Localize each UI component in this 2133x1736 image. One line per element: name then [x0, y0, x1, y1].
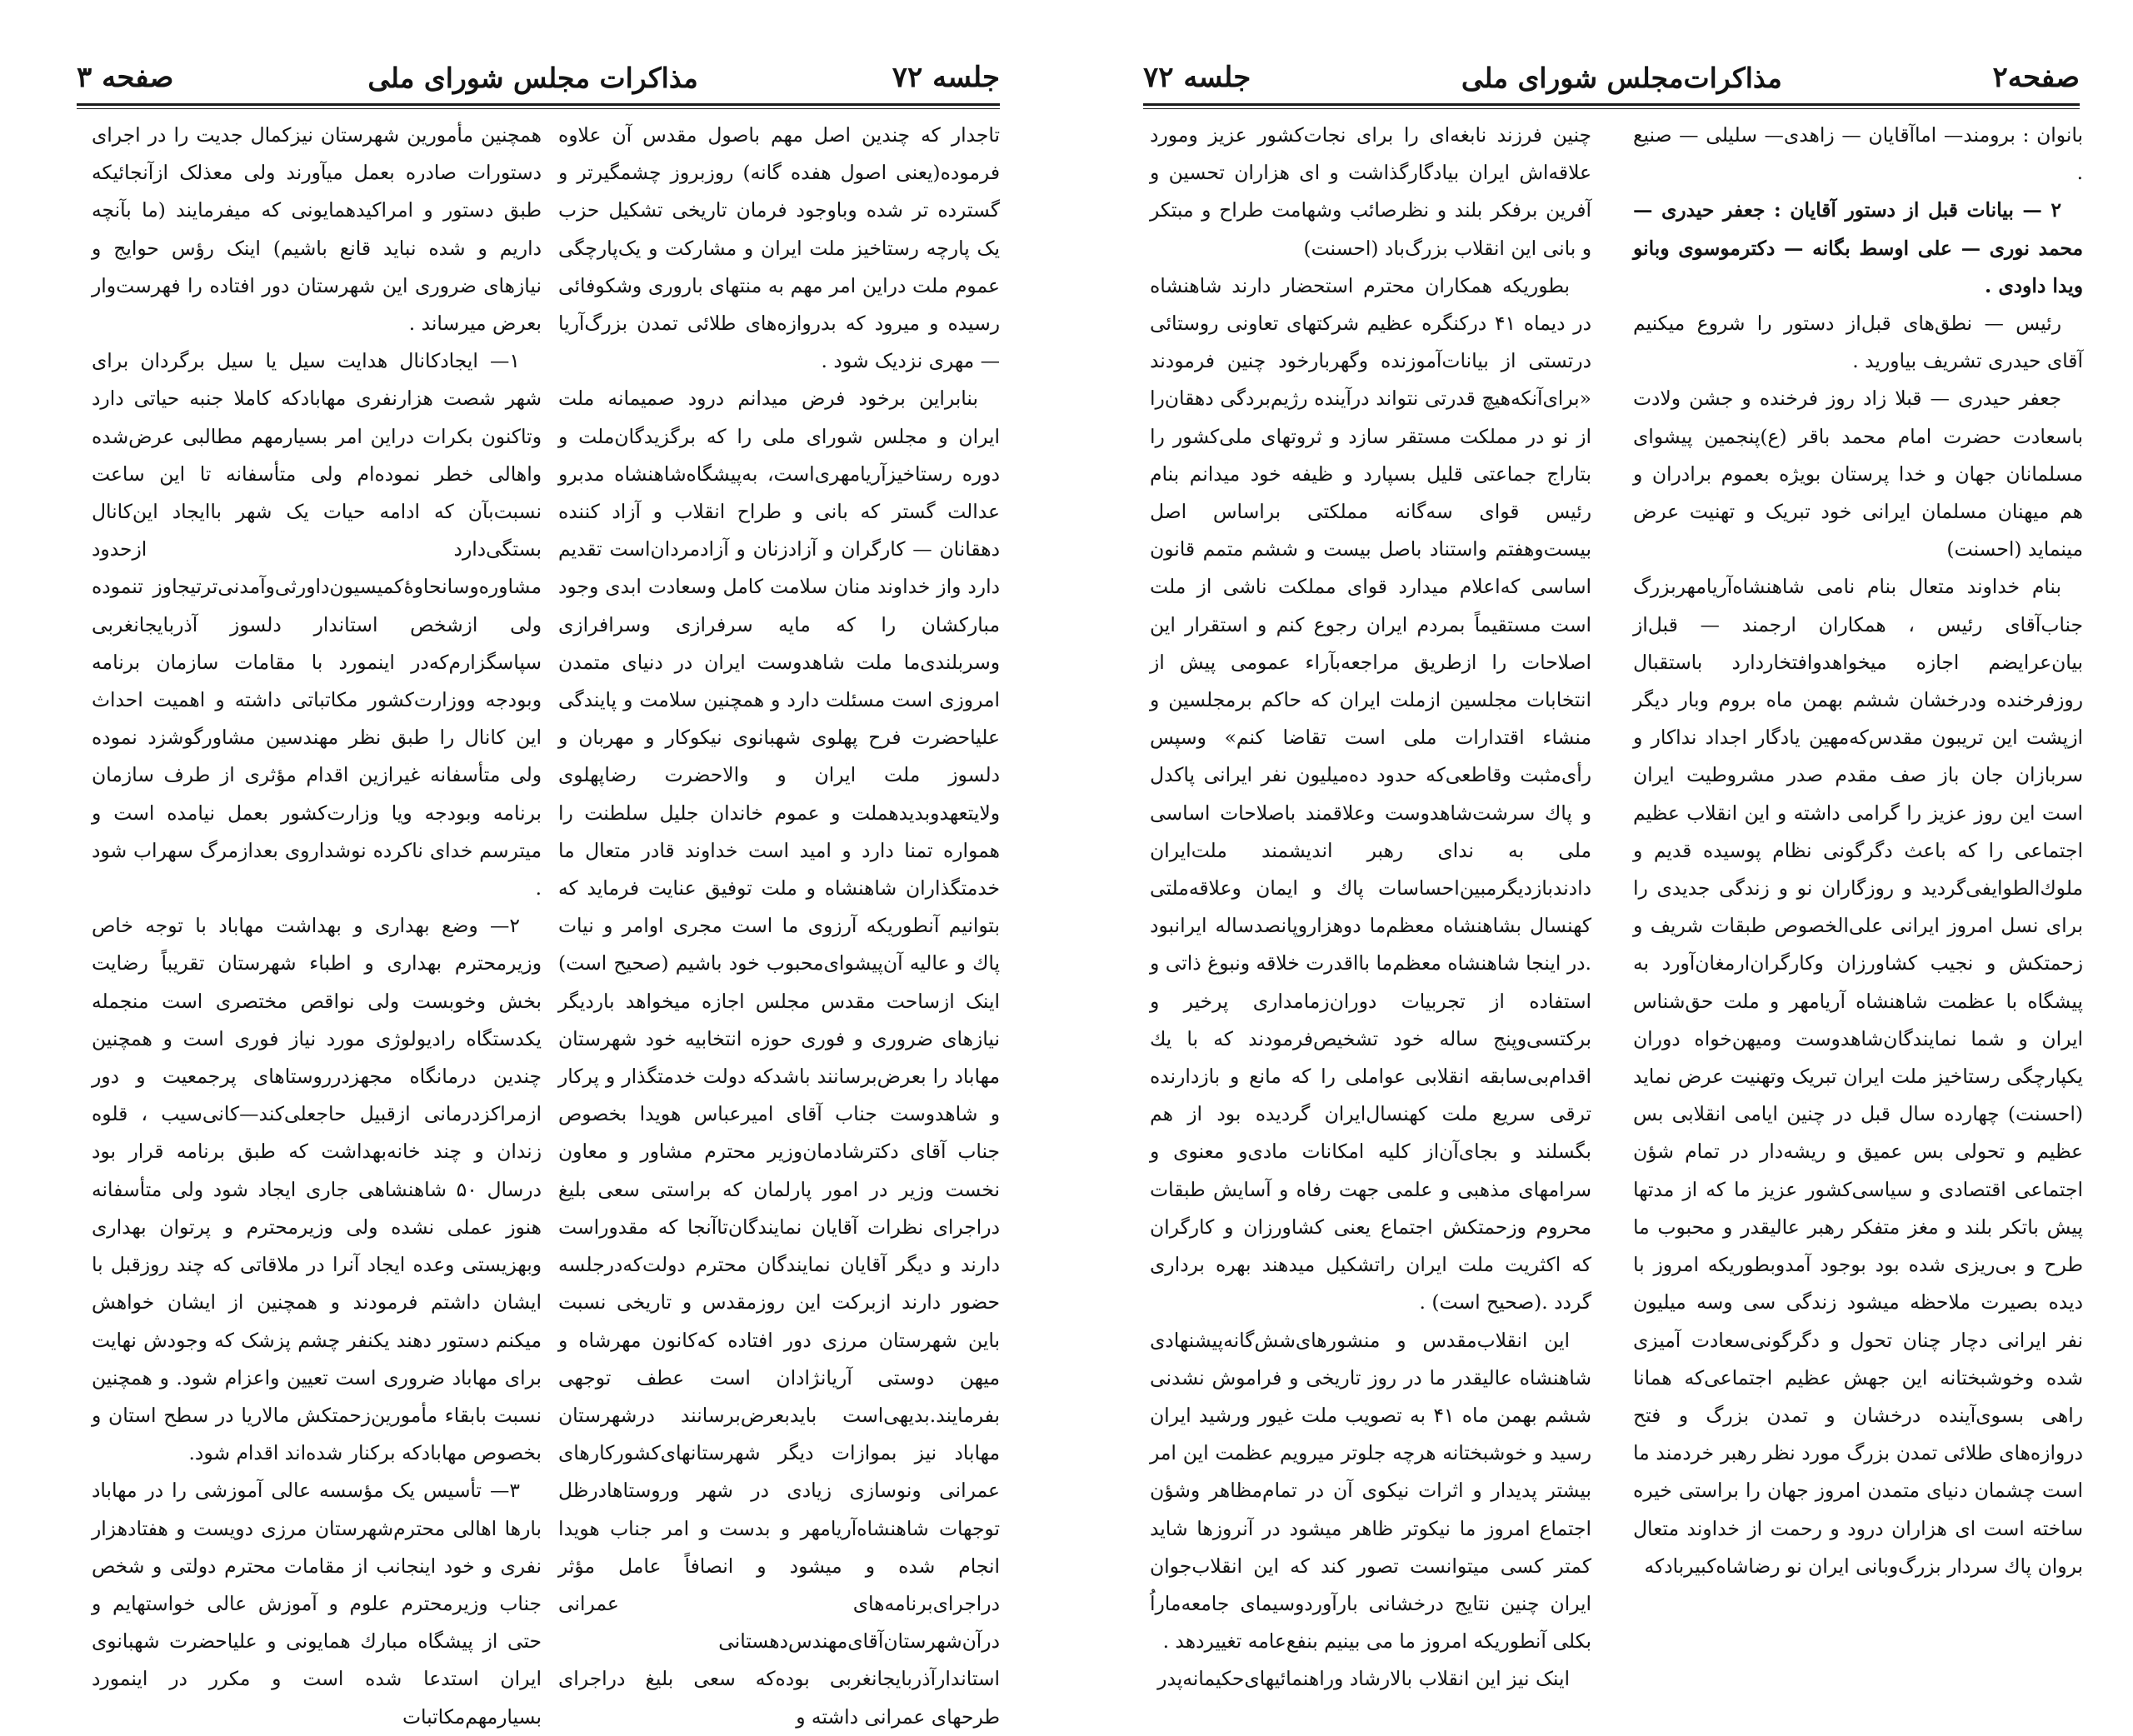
header-rule [77, 103, 1000, 109]
paragraph-chair: رئیس — نطق‌های قبل‌از دستور را شروع میکنیم آقای حیدری تشریف بیاورید . [1633, 312, 2083, 373]
paragraph-attendance: بانوان : برومند— اماآقایان — زاهدی— سلیلی — صنیع . [1633, 123, 2083, 185]
list-item-education: ۳— تأسیس یک مؤسسه عالی آموزشی را در مهاباد بارها اهالی محترم‌شهرستان مرزی دویست و هفتادهزار نفری و خود اینجانب از مقامات محترم دولتی و شخص جناب وزیرمحترم علوم و آموزش عالی خواستهایم و حتی از پیشگاه مبارك همایونی و علیاحضرت شهبانوی ایران استدعا شده است و مکرر در اینمورد بسیارمهم‌مکاتبات [92, 1479, 542, 1729]
text-column-left [1150, 117, 1591, 1691]
list-item-canal: ۱— ایجادکانال هدایت سیل یا سیل برگردان برای شهر شصت هزارنفری مهاباد‌که کاملا جنبه حیاتی دارد وتاکنون بکرات دراین امر بسیارمهم مطالبی عرض‌شده واهالی خطر نموده‌ام ولی متأسفانه تا این ساعت نسبت‌بآن که ادامه حیات یک شهر باایجاد این‌کانال بستگی‌دارد ازحدود مشاوره‌وسانحاوهٔ‌کمیسیون‌داورثی‌وآمدنی‌ترتیجاوز تنموده ولی ازشخص استاندار دلسوز آذربایجانغربی سپاسگزارم‌که‌در اینمورد با مقامات سازمان برنامه وبودجه ووزارت‌کشور مکاتباتی داشته و اهمیت احداث این کانال را طبق نظر مهندسین مشاورگوشزد نموده ولی متأسفانه غیرازین اقدام مؤثری از طرف سازمان برنامه وبودجه ویا وزارت‌کشور بعمل نیامده است و میترسم خدای ناکرده نوشداروی بعدازمرگ سهراب شود . [92, 349, 542, 900]
paragraph-speaker: جعفر حیدری — قبلا زاد روز فرخنده و جشن ولادت باسعادت حضرت امام محمد باقر (ع)پنجمین پیشوای مسلمانان جهان و خدا پرستان بویژه بعموم برادران و هم میهنان مسلمان ایرانی خود تبریک و تهنیت عرض مینماید (احسنت) [1633, 387, 2083, 561]
text-column-right [1633, 117, 2083, 1616]
page-header [77, 52, 1000, 103]
paragraph: بنام خداوند متعال بنام نامی شاهنشاه‌آریامهربزرگ جناب‌آقای رئیس ، همکاران ارجمند — قبل‌از بیان‌عرایضم اجازه میخواهدوافتخاردارد باستقبال روزفرخنده ودرخشان ششم بهمن ماه بروم وبار دیگر ازپشت این تریبون مقدس‌که‌مهین یادگار اجداد نداکار و سربازان جان باز صف مقدم صدر مشروطیت ایران است این روز عزیز را گرامی داشته و این انقلاب عظیم اجتماعی را که باعث دگرگونی نظام پوسیده قدیم و ملوك‌الطوایفی‌گردید و روزگاران نو و زندگی جدیدی را برای نسل امروز ایرانی علی‌الخصوص طبقات شریف و زحمتکش و نجیب کشاورزان و‌کارگران‌ارمغان‌آورد به پیشگاه با عظمت شاهنشاه آریامهر و ملت حق‌شناس ایران و شما نمایندگان‌شاهدوست ومیهن‌خواه دوران یکپارچگی رستاخیز ملت ایران تبریک وتهنیت عرض نماید (احسنت) چهارده سال قبل در چنین ایامی انقلابی بس عظیم و تحولی بس عمیق و ریشه‌دار در تمام شؤن اجتماعی اقتصادی و سیاسی‌کشور عزیز ما که از مدتها پیش باتکر بلند و مغز متفکر رهبر عالیقدر و محبوب ما طرح و بی‌ریزی شده بود بوجود آمدوبطوریکه امروز با دیده بصیرت ملاحظه میشود زندگی سی وسه میلیون نفر ایرانی دچار چنان تحول و دگرگونی‌سعادت آمیزی شده وخوشبختانه این جهش عظیم اجتماعی‌که همانا راهی بسوی‌آینده درخشان و تمدن بزرگ و فتح دروازه‌های طلائی تمدن بزرگ مورد نظر رهبر خردمند ما است چشمان دنیای متمدن امروز جهان را براستی خیره ساخته است ای هزاران درود و رحمت از خداوند متعال بروان پاك سردار بزرگ‌وبانی ایران نو رضاشاه‌کبیربادکه [1633, 575, 2083, 1578]
page-number-label: صفحه ۳ [77, 61, 174, 94]
paragraph: اینک نیز این انقلاب بالارشاد وراهنمائیهای‌حکیمانه‌پدر [1157, 1667, 1570, 1691]
paragraph: این انقلاب‌مقدس و منشورهای‌شش‌گانه‌پیشنهادی شاهنشاه عالیقدر ما در روز تاریخی و فراموش نشدنی ششم بهمن ماه ۴۱ به تصویب ملت غیور ورشید ایران رسید و خوشبختانه هرچه جلوتر میرویم عظمت این امر بیشتر پدیدار و اثرات نیکوی آن در تمام‌مظاهر وشؤن اجتماع امروز ما نیکوتر ظاهر میشود در آنروزها شاید کمتر کسی میتوانست تصور کند که این انقلاب‌جوان ایران چنین نتایج درخشانی بارآوردوسیمای جامعه‌ماراُ بکلی آنطوریکه امروز ما می بینیم بنفع‌عامه تغییردهد . [1150, 1328, 1591, 1654]
paragraph: همچنین مأمورین شهرستان نیزکمال جدیت را در اجرای دستورات صادره بعمل میآورند ولی معذلک ازآنجائیکه طبق دستور و امراکیدهمایونی که میفرمایند (ما بآنچه داریم و شده نباید قانع باشیم) اینک رؤس حوایج و نیازهای ضروری این شهرستان دور افتاده را فهرست‌وار بعرض میرساند . [92, 123, 542, 336]
list-item-health: ۲— وضع بهداری و بهداشت مهاباد با توجه خاص وزیرمحترم بهداری و اطباء شهرستان تقریباً رضایت بخش وخوبست ولی نواقص مختصری است منجمله یکدستگاه رادیولوژی مورد نیاز فوری است و همچنین چندین درمانگاه مجهزدرروستاهای پرجمعیت و دور ازمراکزدرمانی ازقبیل حاجعلی‌کند—‌کانی‌سیب ، قلوه زندان و چند خانه‌بهداشت که طبق برنامه قرار بود درسال ۵۰ شاهنشاهی جاری ایجاد شود ولی متأسفانه هنوز عملی نشده ولی وزیرمحترم و پرتوان بهداری وبهزیستی وعده ایجاد آنرا در ملاقاتی که چند روزقبل با ایشان داشتم فرمودند و همچنین از ایشان خواهش میکنم دستور دهند یکنفر چشم پزشک که وجودش نهایت برای مهاباد ضروری است تعیین واعزام شود. و همچنین نسبت بابقاء مأمورین‌زحمتکش مالاریا در سطح استان و بخصوص مهاباد‌که برکنار شده‌اند اقدام شود. [92, 914, 542, 1465]
paragraph: بطوریکه همکاران محترم استحضار دارند شاهنشاه در دیماه ۴۱ درکنگره عظیم شرکتهای تعاونی روستائی درتستی از بیانات‌آموزنده وگهربارخود چنین فرمودند «برای‌آنکه‌هیچ قدرتی نتواند درآینده رژیم‌بردگی دهقان‌را از نو در مملکت مستقر سازد و ثروتهای ملی‌کشور را بتاراج جماعتی قلیل بسپارد و ظیفه خود میدانم بنام رئیس قوای سه‌گانه مملکتی براساس اصل بیست‌وهفتم واستناد باصل بیست و ششم متمم قانون اساسی که‌اعلام میدارد قوای مملکت ناشی از ملت است مستقیماً بمردم ایران رجوع کنم و استقرار این اصلاحات را ازطریق مراجعه‌بآراء عمومی پیش از انتخابات مجلسین ازملت ایران که حاکم برمجلسین و منشاء اقتدارات ملی است تقاضا کنم» وسپس رأی‌مثبت وقاطعی‌که حدود ده‌میلیون نفر ایرانی پاکدل و پاك سرشت‌شاهدوست وعلاقمند باصلاحات اساسی ملی به ندای رهبر اندیشمند ملت‌ایران دادندبازدیگرمبین‌احساسات پاك و ایمان وعلاقه‌ملتی کهنسال بشاهنشاه معظم‌ما دوهزاروپانصدساله ایرانبود .در اینجا شاهنشاه معظم‌ما بااقدرت خلاقه ونبوغ ذاتی و استفاده از تجربیات دوران‌زمامداری پرخیر و برکتسی‌وپنج ساله خود تشخیص‌فرمودند که با یك اقدام‌بی‌سابقه انقلابی عواملی را که مانع و بازدارنده ترقی سریع ملت کهنسال‌ایران گردیده بود از هم بگسلند و بجای‌آن‌از کلیه امکانات مادی‌و معنوی و سرامهای مذهبی و علمی جهت رفاه و آسایش طبقات محروم وزحمتکش اجتماع یعنی کشاورزان و کارگران که اکثریت ملت ایران راتشکیل میدهند بهره برداری گردد .(صحیح است) . [1150, 273, 1591, 1314]
session-label: جلسه ۷۲ [892, 61, 1000, 94]
header-rule [1143, 103, 2080, 109]
text-column-left [92, 117, 542, 1729]
page-number-label: صفحه۲ [1992, 61, 2080, 94]
paragraph: چنین فرزند نابغه‌ای را برای نجات‌کشور عزیز ومورد علاقه‌اش ایران بیادگارگذاشت و ای هزاران تحسین و آفرین برفکر بلند و نظرصائب وشهامت طراح و مبتکر و بانی این انقلاب بزرگ‌باد (احسنت) [1150, 123, 1591, 260]
running-title: مذاکرات‌مجلس شورای ملی [1461, 61, 1782, 94]
session-label: ۷۲ جلسه [1143, 61, 1251, 94]
page-3 [0, 0, 1066, 1729]
text-column-right [558, 117, 1000, 1729]
paragraph: بنابراین برخود فرض میدانم درود صمیمانه ملت ایران و مجلس شورای ملی را که برگزیدگان‌ملت و دوره رستاخیزآریامهری‌است، به‌پیشگاه‌شاهنشاه مدبرو عدالت گستر که بانی و طراح انقلاب و آزاد کننده دهقانان — کارگران و آزادزنان و آزادمردان‌است تقدیم دارد واز خداوند منان سلامت کامل وسعادت ابدی وجود مبارکشان را که مایه سرفرازی وسرافرازی وسربلندی‌ما ملت شاهدوست ایران در دنیای متمدن امروزی است مسئلت دارد و همچنین سلامت و پایندگی علیاحضرت فرح پهلوی شهبانوی نیکوکار و مهربان و دلسوز ملت ایران و والاحضرت رضاپهلوی ولایتعهدوبدیدهملت و عموم خاندان جلیل سلطنت را همواره تمنا دارد و امید است خداوند قادر متعال ما خدمتگذاران شاهنشاه و ملت توفیق عنایت فرماید که بتوانیم آنطوریکه آرزوی ما است مجری اوامر و نیات پاك و عالیه آن‌پیشوای‌محبوب خود باشیم (صحیح است) اینک ازساحت مقدس مجلس اجازه میخواهد باردیگر نیازهای ضروری و فوری حوزه انتخابیه خود شهرستان مهاباد را بعرض‌برسانند باشدکه دولت خدمتگذار و پرکار و شاهدوست جناب آقای امیرعباس هویدا بخصوص جناب آقای دکترشادمان‌وزیر محترم مشاور و معاون نخست وزیر در امور پارلمان که براستی سعی بلیغ دراجرای نظرات آقایان نمایندگان‌تاآنجا که مقدوراست دارند و دیگر آقایان نمایندگان محترم دولت‌که‌درجلسه حضور دارند ازبرکت این روزمقدس و تاریخی نسبت باین شهرستان مرزی دور افتاده که‌کانون مهرشاه و میهن دوستی آریانژادان است عطف توجهی بفرمایند.بدیهی‌است بایدبعرض‌برسانند درشهرستان مهاباد نیز بموازات دیگر شهرستانهای‌کشور‌کارهای عمرانی ونوسازی زیادی در شهر وروستاها‌درظل توجهات شاهنشاه‌آریامهر و بدست و امر جناب هویدا انجام شده و میشود و انصافاً عامل مؤثر دراجرای‌برنامه‌های عمرانی درآن‌شهرستان‌آقای‌مهندس‌دهستانی استاندارآذربایجانغربی بوده‌که سعی بلیغ دراجرای طرحهای عمرانی داشته و [558, 387, 1000, 1729]
paragraph: تاجدار که چندین اصل مهم باصول مقدس آن علاوه فرموده(یعنی اصول هفده گانه) روزبروز چشمگیرتر و گسترده تر شده وباوجود فرمان تاریخی تشکیل حزب یک پارچه رستاخیز ملت ایران و مشارکت و یک‌پارچگی عموم ملت دراین امر مهم به منتهای باروری وشکوفائی رسیده و میرود که بدروازه‌های طلائی تمدن بزرگ‌آریا — مهری نزدیک شود . [558, 123, 1000, 373]
page-2 [1066, 0, 2133, 1691]
section-heading: ۲ — بیانات قبل از دستور آقایان : جعفر حیدری — محمد نوری — علی اوسط بگانه — دکترموسوی وبانو ویدا داودی . [1633, 198, 2083, 297]
running-title: مذاکرات مجلس شورای ملی [367, 61, 698, 94]
page-header [1143, 52, 2080, 103]
